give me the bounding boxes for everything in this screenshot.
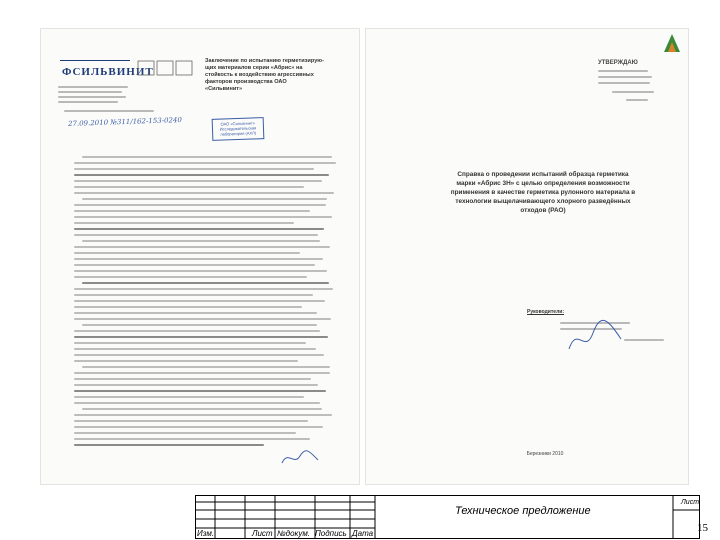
col-header-date: Дата — [352, 529, 374, 538]
body-text-line — [82, 408, 322, 410]
address-line — [58, 91, 122, 93]
body-text-line — [74, 192, 334, 194]
company-logo-text: ФСИЛЬВИНИТ — [62, 66, 154, 78]
body-text-line — [74, 354, 324, 356]
body-text-line — [82, 156, 332, 158]
approval-line — [598, 70, 648, 72]
body-text-line — [74, 336, 328, 338]
approval-label: УТВЕРЖДАЮ — [598, 60, 638, 66]
body-text-line — [74, 438, 310, 440]
company-logo-icon — [660, 32, 684, 54]
supervisor-label: Руководители: — [527, 309, 564, 315]
body-text-line — [74, 294, 313, 296]
signature — [565, 315, 625, 355]
body-text-line — [74, 222, 294, 224]
body-text-line — [74, 174, 329, 176]
body-text-line — [74, 360, 298, 362]
body-text-line — [74, 162, 336, 164]
body-text-line — [74, 312, 317, 314]
body-text-line — [82, 366, 330, 368]
approval-line — [598, 76, 652, 78]
body-text-line — [74, 288, 333, 290]
body-text-line — [74, 258, 323, 260]
body-text-line — [74, 444, 264, 446]
body-text-line — [74, 402, 320, 404]
body-text-line — [74, 348, 316, 350]
col-header-doc-number: №докум. — [277, 529, 311, 538]
col-header-change: Изм. — [197, 529, 215, 538]
body-text-line — [74, 396, 304, 398]
body-text-line — [74, 300, 325, 302]
body-text-line — [74, 420, 308, 422]
col-header-signature: Подпись — [315, 529, 347, 538]
body-text-line — [74, 270, 327, 272]
supervisor-line — [624, 339, 664, 341]
certification-emblems — [137, 60, 193, 76]
body-text-line — [74, 414, 332, 416]
body-text-line — [82, 324, 317, 326]
body-text-line — [74, 372, 330, 374]
body-text-line — [74, 210, 310, 212]
body-text-line — [82, 282, 329, 284]
address-line — [58, 86, 128, 88]
right-scanned-page — [365, 28, 689, 485]
body-text-line — [74, 252, 300, 254]
address-line — [64, 110, 154, 112]
body-text-line — [74, 342, 306, 344]
body-text-line — [74, 180, 322, 182]
body-text-line — [74, 426, 323, 428]
body-text-line — [74, 330, 320, 332]
body-text-line — [82, 198, 327, 200]
body-text-line — [74, 246, 330, 248]
body-text-line — [74, 264, 315, 266]
col-header-sheet: Лист — [252, 529, 273, 538]
body-text-line — [74, 378, 311, 380]
signature — [280, 448, 320, 468]
sheet-label: Лист — [681, 499, 700, 506]
handwritten-number: 27.09.2010 №311/162-153-0240 — [67, 116, 183, 128]
body-text-line — [74, 186, 304, 188]
body-text-line — [74, 306, 302, 308]
approval-line — [626, 99, 648, 101]
address-line — [58, 96, 126, 98]
body-text-line — [74, 318, 331, 320]
left-doc-title: Заключение по испытанию герметизирующих материалов серии «Абрис» на стойкость к воздействию агрессивных факторов производства ОАО «Сильвинит» — [205, 58, 324, 92]
body-text-line — [74, 432, 296, 434]
body-text-line — [74, 204, 326, 206]
body-text-line — [82, 240, 320, 242]
approval-line — [612, 91, 654, 93]
right-doc-title: Справка о проведении испытаний образца герметика марки «Абрис 3Н» с целью определения возможности применения в качестве герметика рулонного материала в технологии выщелачивающего хлорного разведённых отходов (РАО) — [450, 171, 636, 214]
lab-stamp: ОАО «Сильвинит» Исследовательская лаборатория (АХЛ) — [212, 117, 265, 141]
document-title: Техническое предложение — [455, 505, 591, 517]
city-year: Березники 2010 — [526, 451, 564, 457]
body-text-line — [74, 276, 307, 278]
body-text-line — [74, 390, 326, 392]
body-text-line — [74, 234, 318, 236]
approval-line — [598, 82, 650, 84]
body-text-line — [74, 216, 332, 218]
body-text-line — [74, 228, 324, 230]
sheet-number: 15 — [697, 522, 708, 534]
body-text-line — [74, 384, 318, 386]
body-text-line — [74, 168, 314, 170]
address-line — [58, 101, 118, 103]
